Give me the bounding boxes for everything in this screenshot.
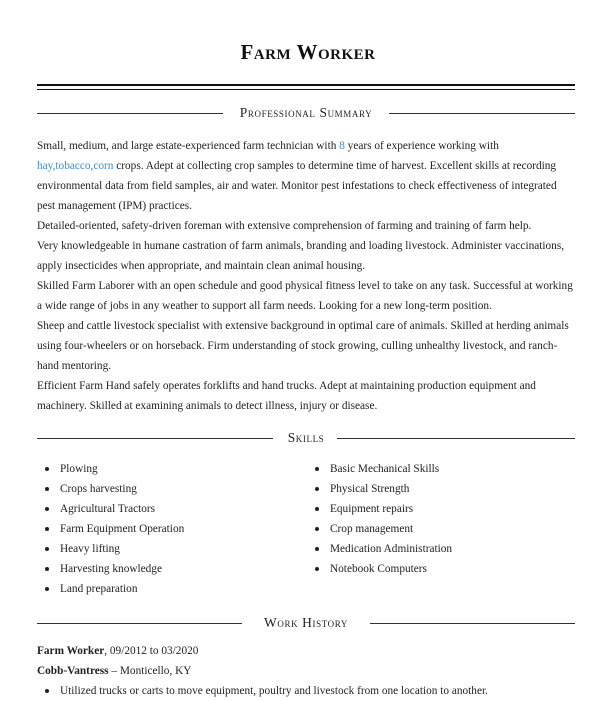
skill-item: Basic Mechanical Skills (315, 459, 452, 479)
skills-list-left (45, 459, 184, 599)
skill-item: Crops harvesting (45, 479, 184, 499)
job-duties-list (45, 681, 488, 701)
header-rule-top (37, 84, 575, 86)
skill-item: Plowing (45, 459, 184, 479)
skill-item: Agricultural Tractors (45, 499, 184, 519)
skill-item: Farm Equipment Operation (45, 519, 184, 539)
resume-name: Farm Worker (240, 40, 376, 64)
crops-link[interactable]: hay,tobacco,corn (37, 160, 114, 172)
summary-section-title: Professional Summary (239, 105, 373, 120)
company-name: Cobb-Vantress (37, 665, 109, 677)
job-dates: , 09/2012 to 03/2020 (104, 645, 199, 657)
summary-paragraph: Small, medium, and large estate-experienced farm technician with 8 years of experience working with hay,tobacco,corn crops. Adept at collecting crop samples to determine time of harvest. Excellent skills at recording environmental data from field samples, air and water. Monitor pest infestations to check effectiveness of integrated pest management (IPM) practices. (37, 140, 557, 212)
skill-item: Land preparation (45, 579, 184, 599)
job-title: Farm Worker (37, 645, 105, 657)
company-location: – Monticello, KY (108, 665, 192, 677)
summary-paragraph: Skilled Farm Laborer with an open schedule and good physical fitness level to take on any task. Successful at working a wide range of jobs in any weather to support all farm needs. Looking for a new long-term position. (37, 280, 573, 312)
summary-paragraph: Efficient Farm Hand safely operates forklifts and hand trucks. Adept at maintaining production equipment and machinery. Skilled at examining animals to detect illness, injury or disease. (37, 380, 536, 412)
header-rule-bottom (37, 89, 575, 90)
skill-item: Crop management (315, 519, 452, 539)
work-section-title: Work History (264, 615, 348, 630)
skill-item: Notebook Computers (315, 559, 452, 579)
skills-list-right (315, 459, 452, 579)
skills-section-header (37, 428, 575, 448)
skill-item: Physical Strength (315, 479, 452, 499)
duty-item: Utilized trucks or carts to move equipment, poultry and livestock from one location to another. (45, 681, 488, 701)
skills-section-title: Skills (287, 430, 325, 445)
summary-paragraph: Sheep and cattle livestock specialist with extensive background in optimal care of animals. Skilled at herding animals using four-wheelers or on horseback. Firm understanding of stock growing, culling unhealthy livestock, and ranch-hand mentoring. (37, 320, 569, 372)
work-section-header (37, 613, 575, 633)
skill-item: Equipment repairs (315, 499, 452, 519)
skill-item: Harvesting knowledge (45, 559, 184, 579)
summary-paragraph: Detailed-oriented, safety-driven foreman with extensive comprehension of farming and training of farm help. (37, 220, 532, 232)
skill-item: Heavy lifting (45, 539, 184, 559)
summary-paragraph: Very knowledgeable in humane castration of farm animals, branding and loading livestock. Administer vaccinations, apply insecticides when appropriate, and maintain clean animal housing. (37, 240, 565, 272)
summary-section-header (37, 103, 575, 123)
years-value: 8 (339, 140, 345, 152)
skill-item: Medication Administration (315, 539, 452, 559)
summary-body (37, 136, 577, 416)
job-company-line (37, 661, 191, 681)
job-title-line (37, 641, 198, 661)
